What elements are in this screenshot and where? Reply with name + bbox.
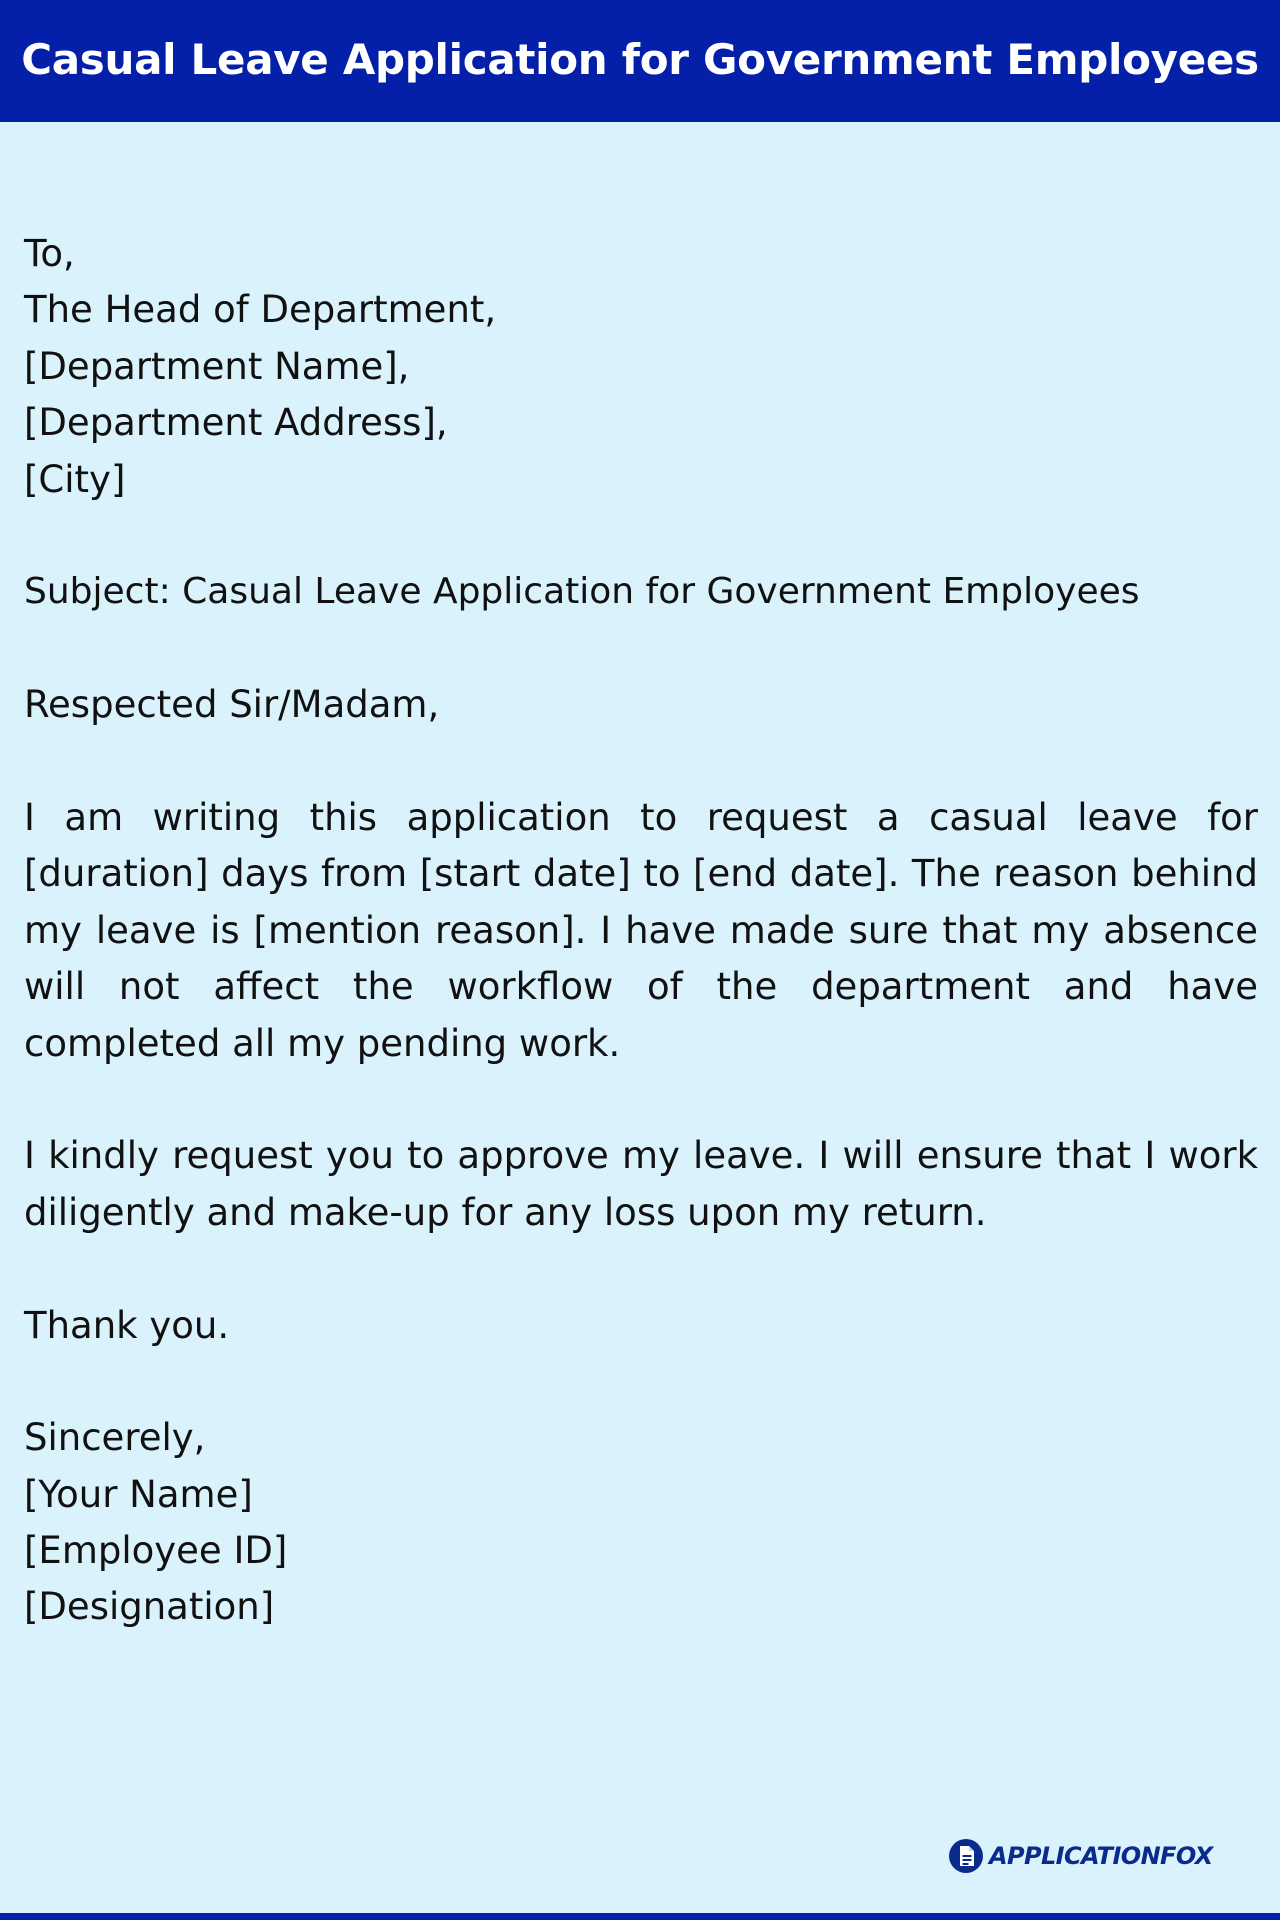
body-paragraph: I am writing this application to request a casual leave for [duration] days from [start date] to [end date]. The reason behind my leave is [mention reason]. I have made sure that my absence will not affect the workflow of the department and have completed all my pending work. [24,795,1258,1065]
signature-line: [Employee ID] [24,1529,288,1573]
signature-line: [Designation] [24,1585,275,1629]
paragraph-gap [24,621,1258,677]
page-title: Casual Leave Application for Government Employees [21,34,1259,84]
salutation: Respected Sir/Madam, [24,683,440,727]
address-line: The Head of Department, [24,288,497,332]
subject-line: Subject: Casual Leave Application for Government Employees [24,571,1140,613]
paragraph-gap [24,734,1258,790]
bottom-border [0,1913,1280,1920]
document-icon [948,1838,984,1874]
address-line: [Department Address], [24,401,448,445]
thanks-line: Thank you. [24,1303,230,1347]
paragraph-gap [24,1072,1258,1128]
page-header [0,0,1280,122]
letter-body [24,226,1258,1636]
brand-logo [948,1834,1213,1878]
body-paragraph: I kindly request you to approve my leave. I will ensure that I work diligently and make-up for any loss upon my return. [24,1134,1258,1234]
signature-line: [Your Name] [24,1472,253,1516]
paragraph-gap [24,1241,1258,1297]
address-line: [City] [24,457,126,501]
address-line: To, [24,232,75,275]
brand-name: APPLICATIONFOX [989,1842,1213,1870]
paragraph-gap [24,1354,1258,1410]
closing-line: Sincerely, [24,1416,206,1460]
address-line: [Department Name], [24,344,410,388]
paragraph-gap [24,508,1258,564]
